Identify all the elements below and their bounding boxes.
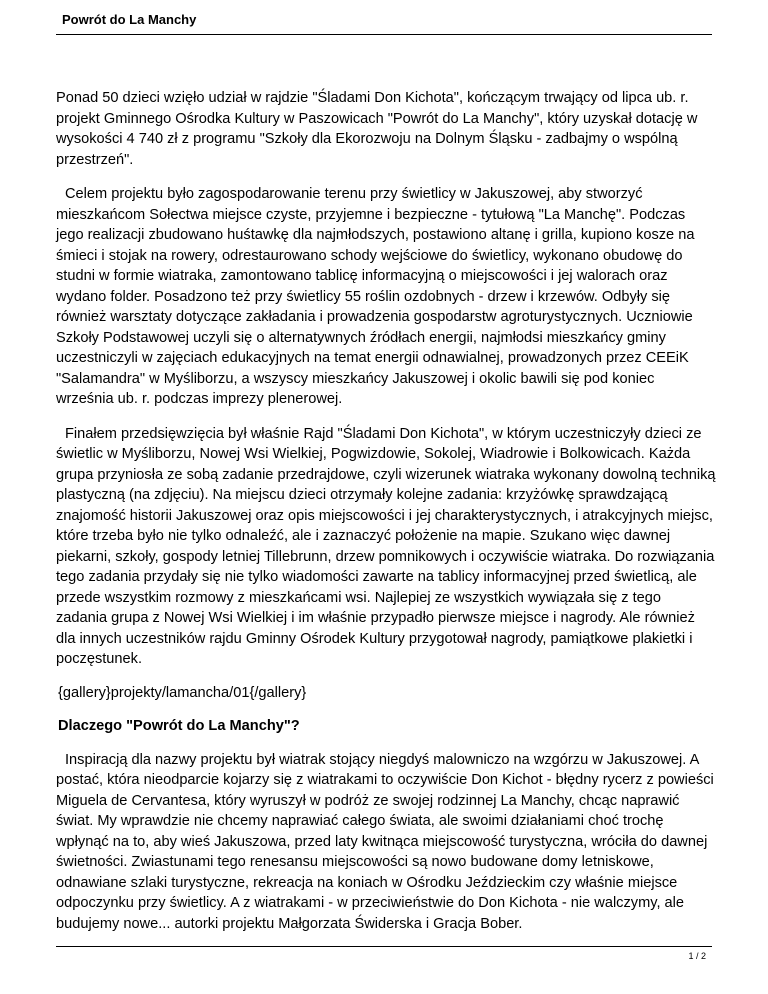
article-paragraph-inspiration: Inspiracją dla nazwy projektu był wiatrak stojący niegdyś malowniczo na wzgórzu w Jakuszowej. A postać, która nieodparcie kojarzy się z wiatrakami to oczywiście Don Kichot - błędny rycerz z powieści Miguela de Cervantesa, który wyruszył w podróż ze swojej rodzinnej La Manchy, chcąc naprawić świat. My wprawdzie nie chcemy naprawiać całego świata, ale swoimi działaniami choć trochę wpłynąć na to, aby wieś Jakuszowa, przed laty kwitnąca miejscowość turystyczna, wróciła do dawnej świetności. Zwiastunami tego renesansu miejscowości są nowo budowane domy letniskowe, odnawiane szlaki turystyczne, rekreacja na koniach w Ośrodku Jeździeckim czy właśnie miejsce odpoczynku przy świetlicy. A z wiatrakami - w przeciwieństwie do Don Kichota - nie walczymy, ale budujemy nowe... autorki projektu Małgorzata Świderska i Gracja Bober. (56, 751, 714, 932)
article-paragraph-project-goal: Celem projektu było zagospodarowanie terenu przy świetlicy w Jakuszowej, aby stworzyć mieszkańcom Sołectwa miejsce czyste, przyjemne i bezpieczne - tytułową "La Manchę". Podczas jego realizacji zbudowano huśtawkę dla najmłodszych, postawiono altanę i grilla, kupiono kosze na śmieci i stojak na rowery, odrestaurowano schody wejściowe do świetlicy, wykonano obudowę do studni w formie wiatraka, zamontowano tablicę informacyjną o miejscowości i jej walorach oraz wydano folder. Posadzono też przy świetlicy 55 roślin ozdobnych - drzew i krzewów. Odbyły się również warsztaty dotyczące zakładania i prowadzenia gospodarstw agroturystycznych. Uczniowie Szkoły Podstawowej uczyli się o alternatywnych źródłach energii, najmłodsi mieszkańcy gminy uczestniczyli w zajęciach edukacyjnych na temat energii odnawialnej, prowadzonych przez CEEiK "Salamandra" w Myśliborzu, a wszyscy mieszkańcy Jakuszowej i okolic bawili się pod koniec września ub. r. podczas imprezy plenerowej. (56, 186, 695, 407)
section-heading: Dlaczego "Powrót do La Manchy"? (58, 718, 300, 734)
footer-divider (56, 946, 712, 947)
article-paragraph-rally: Finałem przedsięwzięcia był właśnie Rajd "Śladami Don Kichota", w którym uczestniczyły dzieci ze świetlic w Myśliborzu, Nowej Wsi Wielkiej, Pogwizdowie, Sokolej, Wiadrowie i Bolkowicach. Każda grupa przyniosła ze sobą zadanie przedrajdowe, czyli wizerunek wiatraka wykonany dowolną techniką plastyczną (na zdjęciu). Na miejscu dzieci otrzymały kolejne zadania: krzyżówkę sprawdzającą znajomość historii Jakuszowej oraz opis miejscowości i jej charakterystycznych, i atrakcyjnych miejsc, które trzeba było nie tylko odnaleźć, ale i zaznaczyć położenie na mapie. Szukano więc dawnej piekarni, szkoły, gospody letniej Tillebrunn, drzew pomnikowych i oczywiście wiatraka. Do rozwiązania tego zadania przydały się nie tylko wiadomości zawarte na tablicy informacyjnej przed świetlicą, ale przede wszystkim rozmowy z mieszkańcami wsi. Najlepiej ze wszystkich wywiązała się z tego zadania grupa z Nowej Wsi Wielkiej i im właśnie przypadło pierwsze miejsce i nagrody. Ale również dla innych uczestników rajdu Gminny Ośrodek Kultury przygotował nagrody, pamiątkowe plakietki i poczęstunek. (56, 425, 716, 667)
page-header (56, 0, 712, 35)
article-paragraph-intro: Ponad 50 dzieci wzięło udział w rajdzie "Śladami Don Kichota", kończącym trwający od lipca ub. r. projekt Gminnego Ośrodka Kultury w Paszowicach "Powrót do La Manchy", który uzyskał dotację w wysokości 4 740 zł z programu "Szkoły dla Ekorozwoju na Dolnym Śląsku - zadbajmy o wspólną przestrzeń". (56, 90, 698, 168)
article-body (56, 88, 716, 934)
gallery-placeholder: {gallery}projekty/lamancha/01{/gallery} (58, 684, 307, 701)
page-number: 1 / 2 (688, 951, 706, 961)
page-title: Powrót do La Manchy (62, 12, 197, 27)
